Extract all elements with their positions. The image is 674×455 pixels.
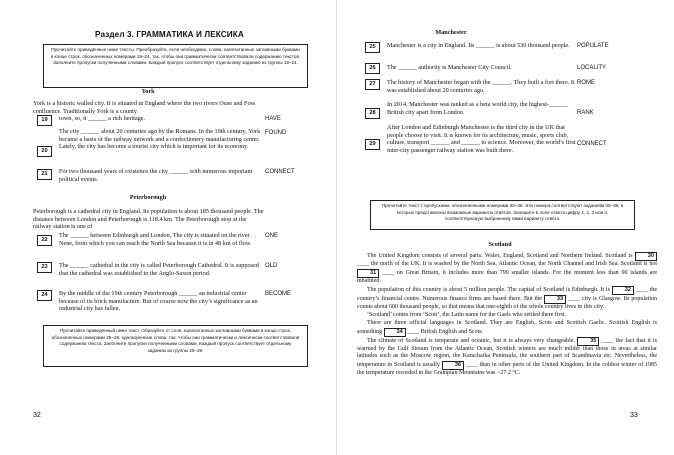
scotland-p4-part-a: There are three official languages in Scotland. They are English, Scots and Scottish Gaelic. Scottish English is something — [357, 319, 657, 335]
gap-30: 30 — [635, 252, 657, 261]
instruction-box-19-24: Прочитайте приведённые ниже тексты. Преобразуйте, если необходимо, слова, напечатанные заглавными буквами в конце строк, обозначенных номерами 19–24, так, чтобы они грамматически соответствовали содержанию текстов. Заполните пропуски полученными словами. Каждый пропуск соответствует отдельному заданию из группы 19–24. — [43, 44, 308, 88]
gap-35: 35 — [577, 337, 599, 346]
task-number-19: 19 — [37, 115, 52, 126]
task-21-text: For two thousand years of existence the city ______ with numerous important political events. — [59, 168, 253, 183]
task-23-text: The ______ cathedral in the city is called Peterborough Cathedral. It is supposed that the cathedral was established in the Anglo-Saxon period. — [59, 262, 259, 277]
scotland-p1-part-b: ____ the north of the UK. It is washed by the North Sea, Atlantic Ocean, the North Channel and Irish Sea. Scotland is not — [357, 261, 657, 267]
york-intro: York is a historic walled city. It is situated in England where the two rivers Ouse and Foss confluence. Traditionally York is a county — [33, 100, 256, 115]
section-title: Раздел 3. ГРАММАТИКА И ЛЕКСИКА — [95, 30, 244, 39]
scotland-p5-part-b: ____ the fact that it is warmed by the Gulf Stream from the Atlantic Ocean, Scottish winters are much milder than those in areas at similar latitudes such as the Moscow region, the Kamchatka Peninsula, the southern part of Scandinavia etc. Nevertheless, the temperature in Scotland is usually — [357, 337, 658, 369]
task-20-text: The city ______ about 20 centuries ago by the Romans. In the 19th century, York became a basis of the railway network and a confectionery manufacturing center. Lately, the city has become a tourist city which is important for its economy. — [59, 128, 261, 151]
task-number-23: 23 — [37, 262, 52, 273]
task-number-20: 20 — [37, 146, 52, 157]
task-29-keyword: CONNECT — [577, 141, 607, 147]
gap-31: 31 — [357, 269, 379, 278]
scotland-paragraph-2 — [357, 286, 657, 312]
scotland-p1-part-c: ____ on Great Britain, it includes more than 790 smaller islands. For the moment less than 90 islands are inhabited. — [357, 269, 658, 284]
scotland-p2-part-b: ____ the country’s financial centre. Numerous finance firms are based there. But the — [357, 286, 658, 302]
instruction-box-30-36: Прочитайте текст с пропусками, обозначенными номерами 30–36. Эти номера соответствуют заданиям 30–36, в которых представлены возможные варианты ответов. Запишите в поле ответа цифру 1, 2, 3 или 4, соответствующую выбранному вами варианту ответа. — [370, 200, 635, 230]
task-19-keyword: HAVE — [265, 116, 281, 122]
task-19-text: town, so, it ______ a rich heritage. — [59, 115, 146, 122]
task-29-text: After London and Edinburgh Manchester is the third city in the UK that people choose to visit. It is known for its architecture, music, sports club, culture, transport ______ and ______ to science. Moreover, the world’s first inter-city passenger railway station was built there. — [387, 124, 576, 154]
scotland-heading: Scotland — [488, 241, 512, 248]
page-number-left: 32 — [33, 412, 41, 419]
task-number-26: 26 — [365, 63, 380, 74]
task-22-text: The ______ between Edinburgh and London. The city is situated on the river Nene, from which you can reach the North Sea because it is in 48 km of flow. — [59, 232, 252, 247]
scotland-paragraph-1 — [357, 252, 657, 286]
task-26-keyword: LOCALITY — [577, 65, 607, 71]
scotland-text — [357, 252, 657, 378]
task-number-24: 24 — [37, 290, 52, 301]
task-number-25: 25 — [365, 42, 380, 53]
gap-33: 33 — [544, 295, 566, 304]
scotland-p4-part-b: ____ British English and Scots. — [407, 328, 484, 335]
task-24-text: By the middle of the 19th century Peterborough ______ an industrial center because of its brick manufacture. But of course now the city’s significance as an industrial city has fallen. — [59, 290, 258, 313]
task-21-keyword: CONNECT — [265, 169, 295, 175]
task-number-29: 29 — [365, 139, 380, 150]
scotland-p2-part-a: The population of this country is about 5 million people. The capital of Scotland is Edinburgh. It is — [367, 286, 610, 293]
manchester-heading: Manchester — [435, 29, 467, 36]
scotland-paragraph-4 — [357, 320, 657, 337]
york-heading: York — [141, 88, 155, 95]
gap-32: 32 — [612, 286, 634, 295]
task-27-text: The history of Manchester began with the ______. They built a fort there. It was established about 20 centuries ago. — [387, 79, 575, 94]
page-number-right: 33 — [630, 412, 638, 419]
task-22-keyword: ONE — [265, 233, 279, 239]
task-number-22: 22 — [37, 235, 52, 246]
scotland-p5-part-c: ____ than in other parts of the United Kingdom. In the coldest winter of 1985 the temperature recorded in the Grampian Mountains was −27.2 °C. — [357, 362, 658, 377]
scotland-paragraph-3: ‘Scotland’ comes from ‘Scoti’, the Latin name for the Gaels who settled there first. — [367, 311, 566, 318]
task-27-keyword: ROME — [577, 80, 595, 86]
task-23-keyword: OLD — [265, 263, 278, 269]
scotland-paragraph-5 — [357, 337, 657, 379]
task-number-28: 28 — [365, 108, 380, 119]
task-20-keyword: FOUND — [265, 130, 287, 136]
task-25-keyword: POPULATE — [577, 43, 609, 49]
peterborough-intro: Peterborough is a cathedral city in England. Its population is about 185 thousand people. The distance between London and Peterborough is 118.4 km. The Peterborough stop at the railway station is one of — [33, 208, 264, 231]
task-number-21: 21 — [37, 169, 52, 180]
task-28-text: In 2014, Manchester was ranked as a beta world city, the highest-______ British city apart from London. — [387, 101, 568, 116]
gap-34: 34 — [384, 328, 406, 337]
task-26-text: The ______ authority is Manchester City Council. — [387, 64, 512, 71]
peterborough-heading: Peterborough — [129, 194, 167, 201]
scotland-p5-part-a: The climate of Scotland is temperate and oceanic, but it is always very changeable. — [367, 337, 575, 344]
task-25-text: Manchester is a city in England. Its ______ is about 530 thousand people. — [387, 42, 570, 49]
gap-36: 36 — [442, 361, 464, 370]
task-24-keyword: BECOME — [265, 291, 292, 297]
task-number-27: 27 — [365, 79, 380, 90]
scotland-p1-part-a: The United Kingdom consists of several parts: Wales, England, Scotland and Northern Ireland. Scotland is — [367, 253, 633, 259]
instruction-box-25-29: Прочитайте приведённый ниже текст. Образуйте от слов, напечатанных заглавными буквами в конце строк, обозначенных номерами 25–29, однокоренные слова, так, чтобы они грамматически и лексически соответствовали содержанию текста. Заполните пропуски полученными словами. Каждый пропуск соответствует отдельному заданию из группы 25–29. — [43, 325, 308, 367]
page-gutter — [336, 0, 337, 455]
scotland-p2-part-c: ____ city is Glasgow. Its population counts about 600 thousand people, so that means that one-eighth of the whole country lives in this city. — [357, 295, 658, 310]
task-28-keyword: RANK — [577, 110, 594, 116]
